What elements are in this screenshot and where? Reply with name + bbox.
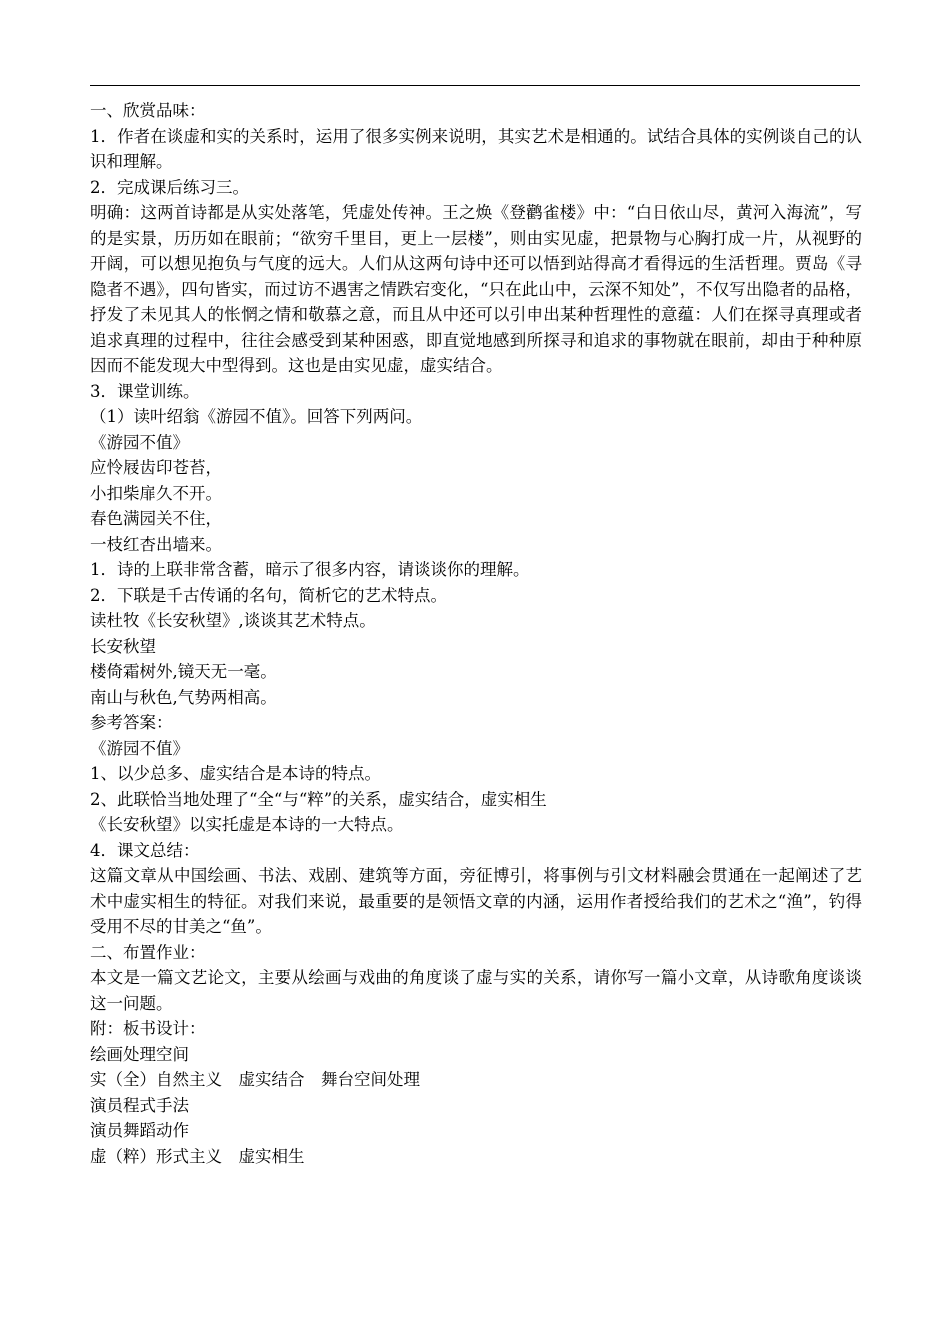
sub-question-a: 1．诗的上联非常含蓄，暗示了很多内容，请谈谈你的理解。: [90, 560, 530, 579]
poem1-line: 应怜屐齿印苍苔，: [90, 458, 222, 477]
poem1-line: 小扣柴扉久不开。: [90, 483, 222, 503]
question-4: 4．课文总结：: [90, 840, 200, 860]
sub-question-b: 2．下联是千古传诵的名句，简析它的艺术特点。: [90, 585, 447, 605]
reference-heading: 参考答案：: [90, 713, 173, 732]
poem1-line: 春色满园关不住，: [90, 509, 222, 528]
summary-paragraph: 这篇文章从中国绘画、书法、戏剧、建筑等方面，旁征博引，将事例与引文材料融会贯通在一起阐述了艺术中虚实相生的特征。对我们来说，最重要的是领悟文章的内涵，运用作者授给我们的艺术之“渔”，钓得受用不尽的甘美之“鱼”。: [90, 866, 862, 936]
poem2-title: 长安秋望: [90, 636, 156, 656]
poem1-line: 一枝红杏出墙来。: [90, 534, 222, 554]
board-line: 演员程式手法: [90, 1095, 189, 1115]
section-heading-1: 一、欣赏品味：: [90, 101, 206, 120]
reference-answer-2: 2、此联恰当地处理了“全“与“粹”的关系，虚实结合，虚实相生: [90, 789, 547, 809]
poem2-line: 南山与秋色,气势两相高。: [90, 687, 277, 707]
poem2-line: 楼倚霜树外,镜天无一毫。: [90, 662, 277, 681]
board-line: 绘画处理空间: [90, 1044, 189, 1064]
document-body: [90, 98, 862, 1169]
question-3-2: 读杜牧《长安秋望》,谈谈其艺术特点。: [90, 611, 376, 630]
question-1: 1．作者在谈虚和实的关系时，运用了很多实例来说明，其实艺术是相通的。试结合具体的实例谈自己的认识和理解。: [90, 126, 862, 171]
question-3: 3．课堂训练。: [90, 381, 200, 401]
reference-answer-1: 1、以少总多、虚实结合是本诗的特点。: [90, 764, 381, 783]
answer-paragraph: 明确：这两首诗都是从实处落笔，凭虚处传神。王之焕《登鹳雀楼》中：“白日依山尽，黄河入海流”，写的是实景，历历如在眼前；“欲穷千里目，更上一层楼”，则由实见虚，把景物与心胸打成一片，从视野的开阔，可以想见抱负与气度的远大。人们从这两句诗中还可以悟到站得高才看得远的生活哲理。贾岛《寻隐者不遇》，四句皆实，而过访不遇害之情跌宕变化，“只在此山中，云深不知处”，不仅写出隐者的品格，抒发了未见其人的怅惘之情和敬慕之意，而且从中还可以引申出某种哲理性的意蕴：人们在探寻真理或者追求真理的过程中，往往会感受到某种困惑，即直觉地感到所探寻和追求的事物就在眼前，却由于种种原因而不能发现大中型得到。这也是由实见虚，虚实结合。: [90, 203, 862, 375]
board-line: 实（全）自然主义 虚实结合 舞台空间处理: [90, 1070, 420, 1089]
question-3-1: （1）读叶绍翁《游园不值》。回答下列两问。: [90, 407, 423, 426]
board-line: 演员舞蹈动作: [90, 1121, 189, 1140]
question-2: 2．完成课后练习三。: [90, 177, 249, 197]
board-line: 虚（粹）形式主义 虚实相生: [90, 1146, 305, 1166]
header-rule: [90, 85, 860, 86]
appendix-heading: 附：板书设计：: [90, 1019, 206, 1038]
section-heading-2: 二、布置作业：: [90, 942, 206, 962]
homework-paragraph: 本文是一篇文艺论文，主要从绘画与戏曲的角度谈了虚与实的关系，请你写一篇小文章，从诗歌角度谈谈这一问题。: [90, 968, 862, 1013]
reference-poem1: 《游园不值》: [90, 738, 189, 758]
reference-poem2: 《长安秋望》以实托虚是本诗的一大特点。: [90, 815, 404, 834]
poem1-title: 《游园不值》: [90, 432, 189, 452]
